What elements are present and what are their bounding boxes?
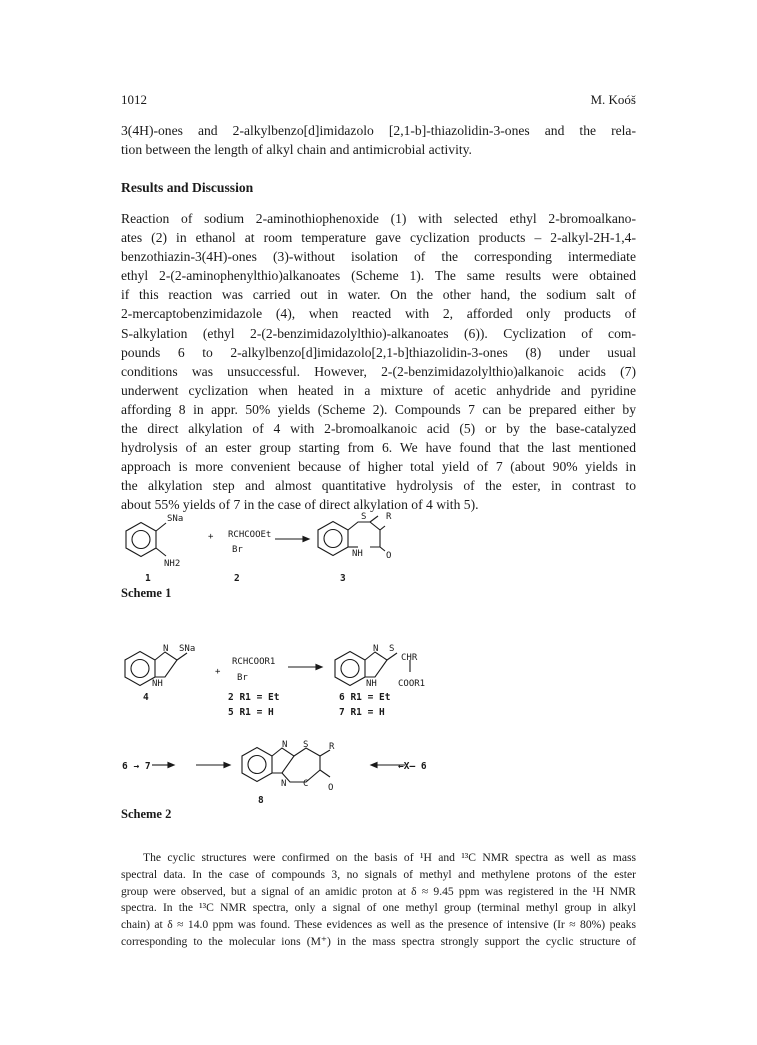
compound-label-4: 4: [143, 692, 149, 703]
intro-line: tion between the length of alkyl chain and antimicrobial activity.: [121, 142, 472, 158]
body-line: underwent cyclization when heated in a mixture of acetic anhydride and pyridine: [121, 382, 636, 398]
product-sulfur: S: [361, 512, 367, 522]
nh2-label: NH2: [164, 559, 181, 569]
body-line: S-alkylation (ethyl 2-(2-benzimidazolylthio)-alkanoates (6)). Cyclization of com-: [121, 325, 636, 341]
body-line: hydrolysis of an ester group starting from 6. We have found that the last mentioned: [121, 440, 636, 456]
body-line: the direct alkylation of 4 with 2-bromoalkanoic acid (5) or by the base-catalyzed: [121, 421, 636, 437]
body-line: benzothiazin-3(4H)-ones (3)-without isolation of the corresponding intermediate: [121, 249, 636, 265]
p8-r-group: R: [329, 742, 335, 752]
compound-label-2-line: 2 R1 = Et: [228, 692, 280, 703]
small-line: corresponding to the molecular ions (M⁺) in the mass spectra strongly support the cyclic structure of: [121, 934, 636, 948]
p8-carbon: C: [303, 779, 309, 789]
body-line: pounds 6 to 2-alkylbenzo[d]imidazolo[2,1-b]thiazolidin-3-ones (8) under usual: [121, 344, 636, 360]
small-line: chain) at δ ≈ 14.0 ppm was found. These evidences as well as the presence of intensive (Ir ≈ 80%) peaks: [121, 918, 636, 932]
aromatic-circle-1: [132, 531, 150, 549]
small-line: spectra. In the ¹³C NMR spectra, only a signal of one methyl group (terminal methyl group in alkyl: [121, 901, 636, 915]
compound-label-7-line: 7 R1 = H: [339, 707, 385, 718]
page-number: 1012: [121, 92, 147, 107]
scheme-1-caption: Scheme 1: [121, 586, 172, 600]
benzene-ring-8: [242, 748, 272, 782]
reagent-bromo: Br: [232, 545, 243, 555]
sna-label: SNa: [167, 514, 184, 524]
scheme-2-caption: Scheme 2: [121, 807, 172, 821]
compound-label-2: 2: [234, 573, 240, 584]
conversion-6-to-7: 6 → 7: [122, 761, 151, 772]
r4-nitrogen: N: [163, 644, 169, 654]
body-line: affording 8 in appr. 50% yields (Scheme 2). Compounds 7 can be prepared either by: [121, 401, 636, 417]
benzene-ring-1: [126, 523, 156, 557]
product-nh: NH: [352, 549, 363, 559]
compound-label-8: 8: [258, 795, 264, 806]
p8-nitrogen-2: N: [281, 779, 287, 789]
compound-label-5-line: 5 R1 = H: [228, 707, 274, 718]
body-line: ethyl 2-(2-aminophenylthio)alkanoates (Scheme 1). The same results were obtained: [121, 268, 636, 284]
p-coor: COOR1: [398, 679, 426, 689]
p8-sulfur: S: [303, 740, 309, 750]
p8-oxygen: O: [328, 783, 334, 793]
body-line: approach is more convenient because of higher total yield of 7 (about 90% yields in: [121, 459, 636, 475]
p-nh: NH: [366, 679, 377, 689]
product-r-group: R: [386, 512, 392, 522]
plus-sign: +: [208, 532, 214, 542]
reagent-formula: RCHCOOEt: [228, 530, 272, 540]
compound-label-6-line: 6 R1 = Et: [339, 692, 391, 703]
r4-sna: SNa: [179, 644, 196, 654]
benzene-ring-6: [335, 652, 365, 686]
p-nitrogen: N: [373, 644, 379, 654]
body-line: 2-mercaptobenzimidazole (4), when reacted with 2, afforded only products of: [121, 306, 636, 322]
r4-nh: NH: [152, 679, 163, 689]
small-line: The cyclic structures were confirmed on the basis of ¹H and ¹³C NMR spectra as well as mass: [143, 851, 636, 864]
conversion-not-from-6: ←X— 6: [398, 761, 427, 772]
benzene-ring-3: [318, 522, 348, 556]
compound-label-3: 3: [340, 573, 346, 584]
running-author: M. Koóš: [590, 92, 636, 107]
body-line: if this reaction was carried out in water. On the other hand, the sodium salt of: [121, 287, 636, 303]
body-line: ates (2) in ethanol at room temperature gave cyclization products – 2-alkyl-2H-1,4-: [121, 230, 636, 246]
intro-line: 3(4H)-ones and 2-alkylbenzo[d]imidazolo [2,1-b]-thiazolidin-3-ones and the rela-: [121, 123, 636, 138]
p8-nitrogen: N: [282, 740, 288, 750]
plus-sign-2: +: [215, 667, 221, 677]
product-oxygen: O: [386, 551, 392, 561]
reagent-bromo-2: Br: [237, 673, 248, 683]
reagent-ester: RCHCOOR1: [232, 657, 276, 667]
body-line: Reaction of sodium 2-aminothiophenoxide (1) with selected ethyl 2-bromoalkano-: [121, 211, 636, 226]
benzene-ring-4: [125, 652, 155, 686]
p-sulfur: S: [389, 644, 395, 654]
section-heading: Results and Discussion: [121, 180, 254, 195]
small-line: group were observed, but a signal of an amidic proton at δ ≈ 9.45 ppm was registered in the ¹H NMR: [121, 884, 636, 898]
body-line: the alkylation step and almost quantitative hydrolysis of the ester, in contrast to: [121, 478, 636, 494]
p-chr: CHR: [401, 653, 418, 663]
small-line: spectral data. In the case of compounds 3, no signals of methyl and methylene protons of the ester: [121, 867, 636, 881]
body-line: conditions was unsuccessful. However, 2-(2-benzimidazolylthio)alkanoic acids (7): [121, 363, 636, 379]
small-print-paragraph: [121, 850, 636, 951]
body-line: about 55% yields of 7 in the case of direct alkylation of 4 with 5).: [121, 497, 479, 513]
compound-label-1: 1: [145, 573, 151, 584]
